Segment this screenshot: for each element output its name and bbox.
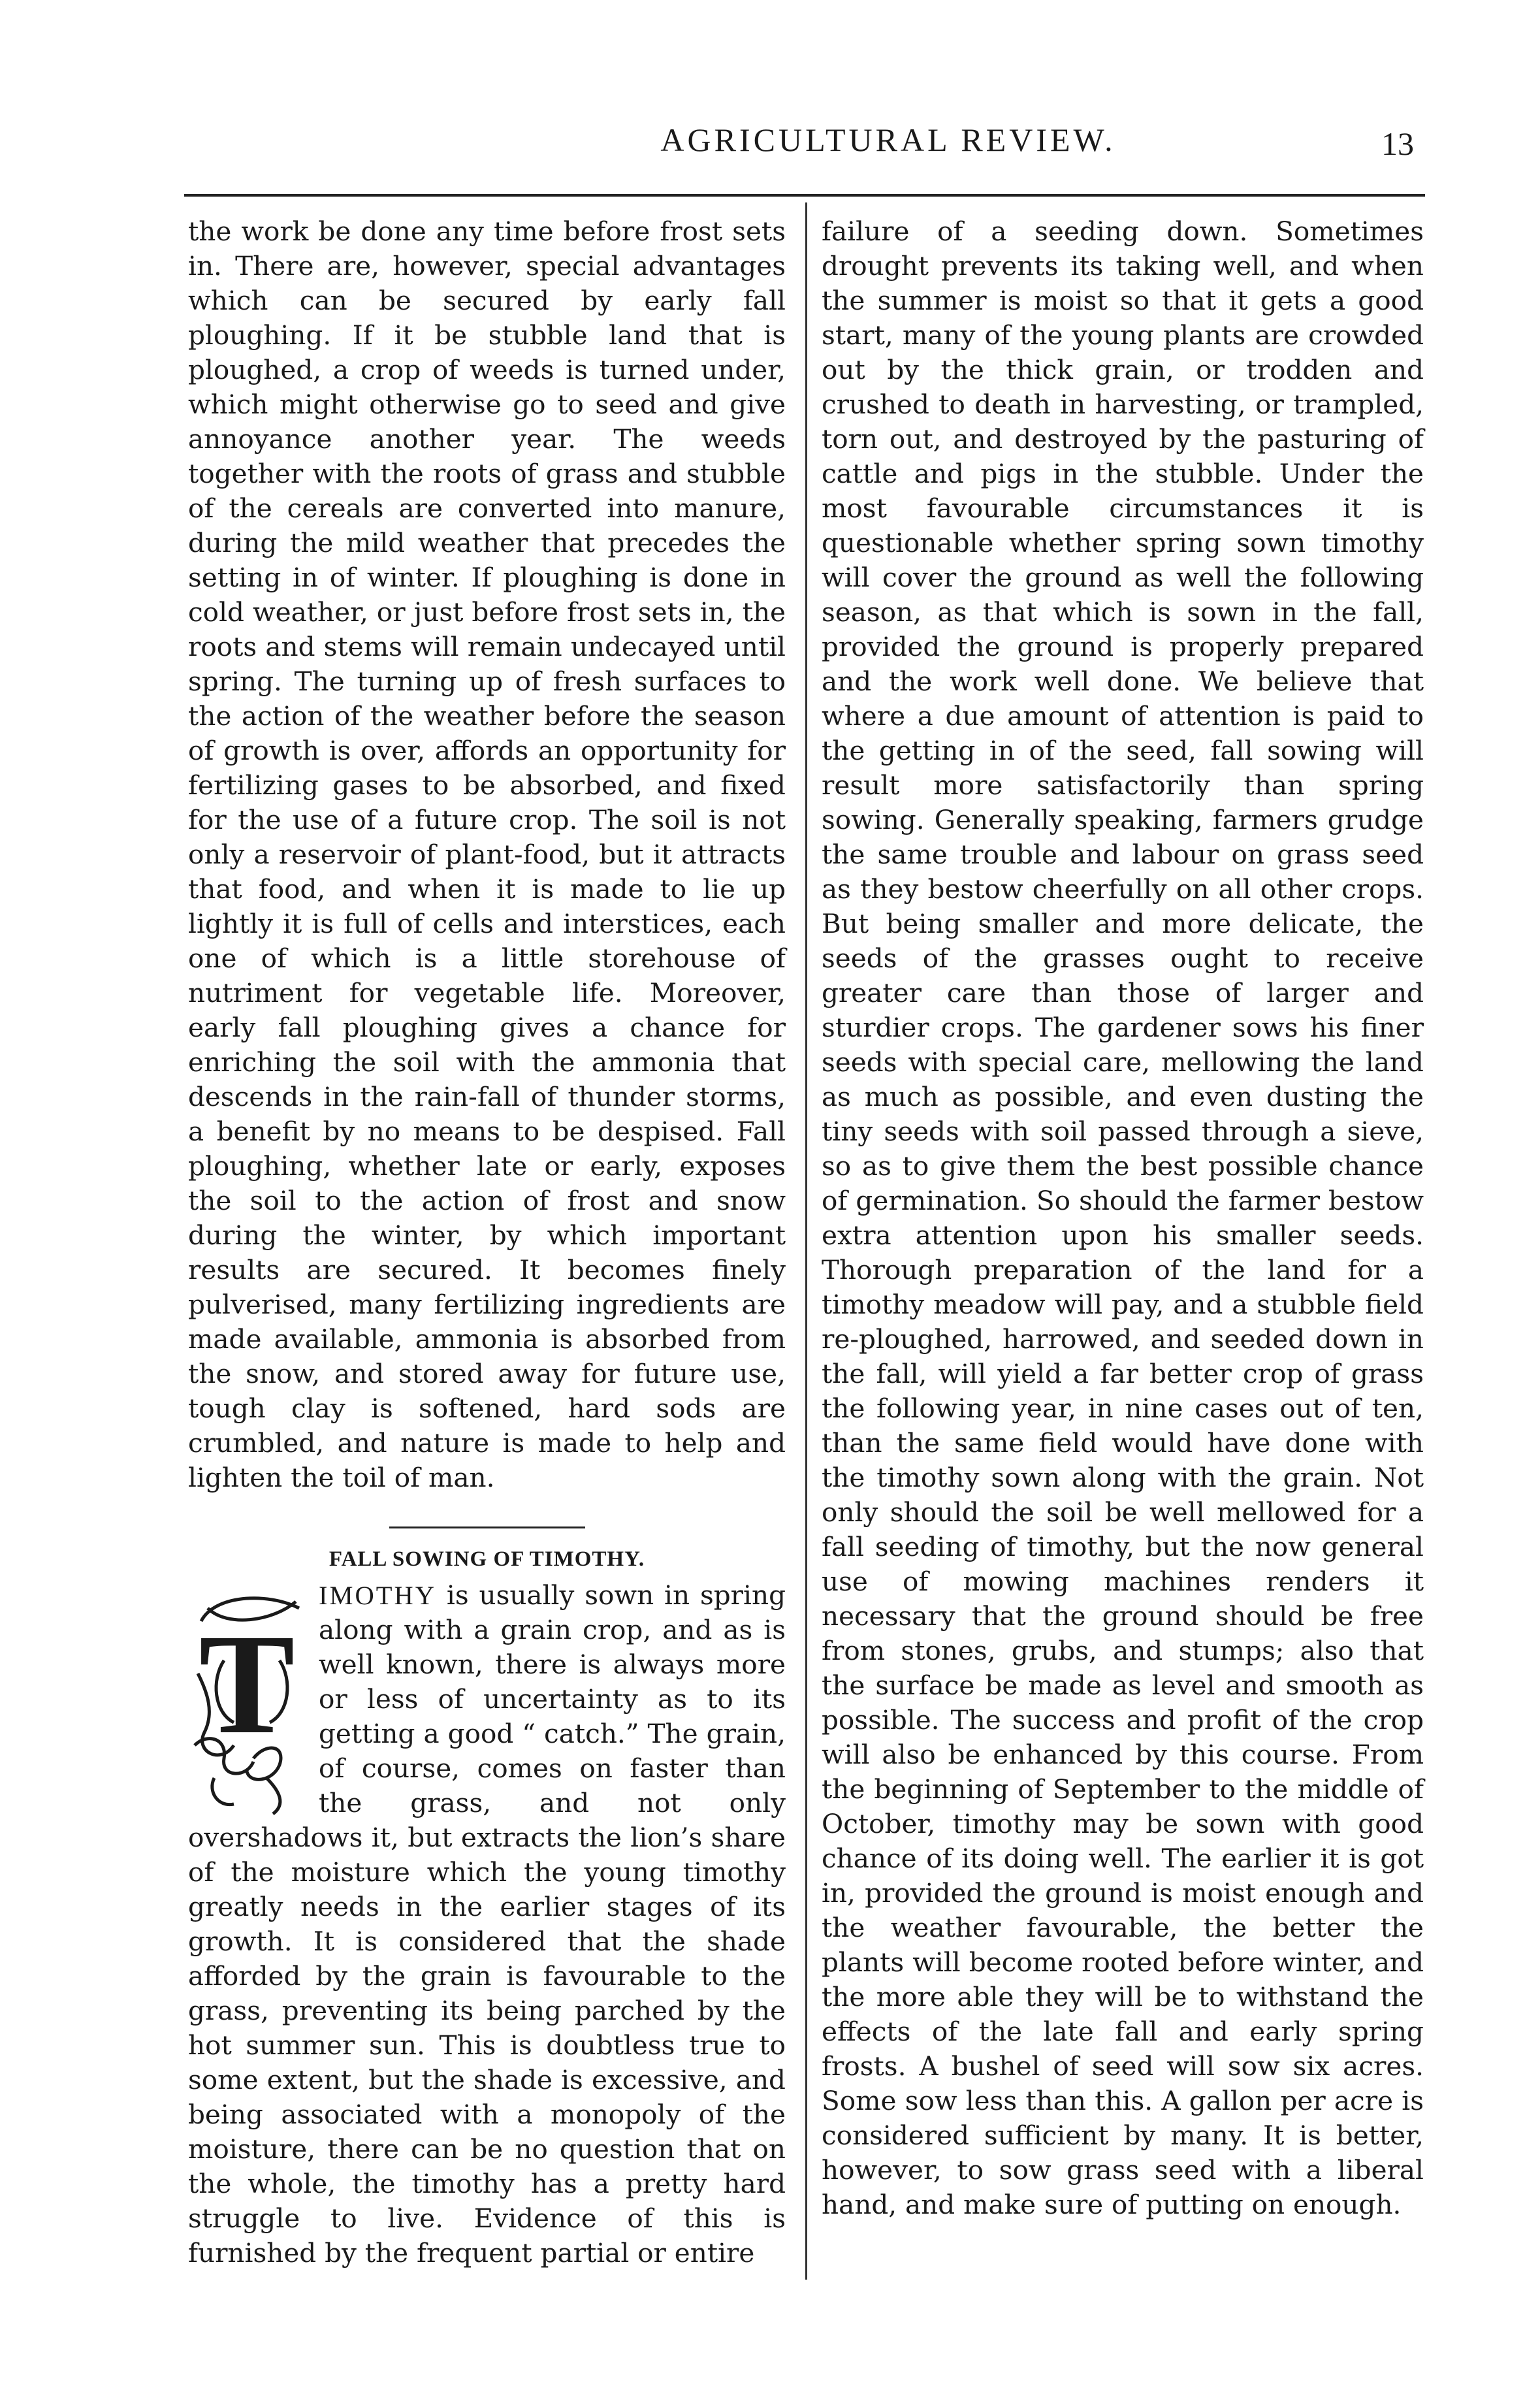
page-number: 13 [1381,125,1414,162]
paragraph-fall-ploughing: the work be done any time before frost sets in. There are, however, special advantages which can be secured by early fall ploughing. If it be stubble land that is ploughed, a crop of weeds is turned under, which might otherwise go to seed and give annoyance another year. The weeds together with the roots of grass and stubble of the cereals are converted into manure, during the mild weather that precedes the setting in of winter. If ploughing is done in cold weather, or just before frost sets in, the roots and stems will remain undecayed until spring. The turning up of fresh surfaces to the action of the weather before the season of growth is over, affords an opportunity for fertilizing gases to be absorbed, and fixed for the use of a future crop. The soil is not only a reservoir of plant-food, but it attracts that food, and when it is made to lie up lightly it is full of cells and interstices, each one of which is a little storehouse of nutriment for vegetable life. Moreover, early fall ploughing gives a chance for enriching the soil with the ammonia that descends in the rain-fall of thunder storms, a benefit by no means to be despised. Fall ploughing, whether late or early, exposes the soil to the action of frost and snow during the winter, by which important results are secured. It becomes finely pulverised, many fertilizing ingredients are made available, ammonia is absorbed from the snow, and stored away for future use, tough clay is softened, hard sods are crumbled, and nature is made to help and lighten the toil of man. [188,216,786,1493]
section-divider [389,1527,585,1528]
paragraph-timothy-intro [188,1578,786,2270]
drop-cap-letter: T [199,1604,295,1764]
right-column [822,214,1424,2222]
ornamental-drop-cap [188,1582,306,1820]
left-column [188,214,786,2270]
section-heading: FALL SOWING OF TIMOTHY. [329,1547,645,1571]
lead-word: IMOTHY [319,1581,436,1610]
page-header [0,121,1540,173]
running-head: AGRICULTURAL REVIEW. [660,121,1116,158]
timothy-paragraph-text: is usually sown in spring along with a grain crop, and as is well known, there is always more or less of uncertainty as to its getting a good “ catch.” The grain, of course, comes on faster than the grass, and not only overshadows it, but extracts the lion’s share of the moisture which the young timothy greatly needs in the earlier stages of its growth. It is considered that the shade afforded by the grain is favourable to the grass, preventing its being parched by the hot summer sun. This is doubtless true to some extent, but the shade is excessive, and being associated with a monopoly of the moisture, there can be no question that on the whole, the timothy has a pretty hard struggle to live. Evidence of this is furnished by the frequent partial or entire [188,1579,786,2269]
header-rule [184,194,1425,197]
paragraph-seeding-down: failure of a seeding down. Sometimes drought prevents its taking well, and when the summer is moist so that it gets a good start, many of the young plants are crowded out by the thick grain, or trodden and crushed to death in harvesting, or trampled, torn out, and destroyed by the pasturing of cattle and pigs in the stubble. Under the most favourable circumstances it is questionable whether spring sown timothy will cover the ground as well the following season, as that which is sown in the fall, provided the ground is properly prepared and the work well done. We believe that where a due amount of attention is paid to the getting in of the seed, fall sowing will result more satisfactorily than spring sowing. Generally speaking, farmers grudge the same trouble and labour on grass seed as they bestow cheerfully on all other crops. But being smaller and more delicate, the seeds of the grasses ought to receive greater care than those of larger and sturdier crops. The gardener sows his finer seeds with special care, mellowing the land as much as possible, and even dusting the tiny seeds with soil passed through a sieve, so as to give them the best possible chance of germination. So should the farmer bestow extra attention upon his smaller seeds. Thorough preparation of the land for a timothy meadow will pay, and a stubble field re-ploughed, harrowed, and seeded down in the fall, will yield a far better crop of grass the following year, in nine cases out of ten, than the same field would have done with the timothy sown along with the grain. Not only should the soil be well mellowed for a fall seeding of timothy, but the now general use of mowing machines renders it necessary that the ground should be free from stones, grubs, and stumps; also that the surface be made as level and smooth as possible. The success and profit of the crop will also be enhanced by this course. From the beginning of September to the middle of October, timothy may be sown with good chance of its doing well. The earlier it is got in, provided the ground is moist enough and the weather favourable, the better the plants will become rooted before winter, and the more able they will be to withstand the effects of the late fall and early spring frosts. A bushel of seed will sow six acres. Some sow less than this. A gallon per acre is considered sufficient by many. It is better, however, to sow grass seed with a liberal hand, and make sure of putting on enough. [822,216,1424,2220]
column-divider [805,202,807,2280]
